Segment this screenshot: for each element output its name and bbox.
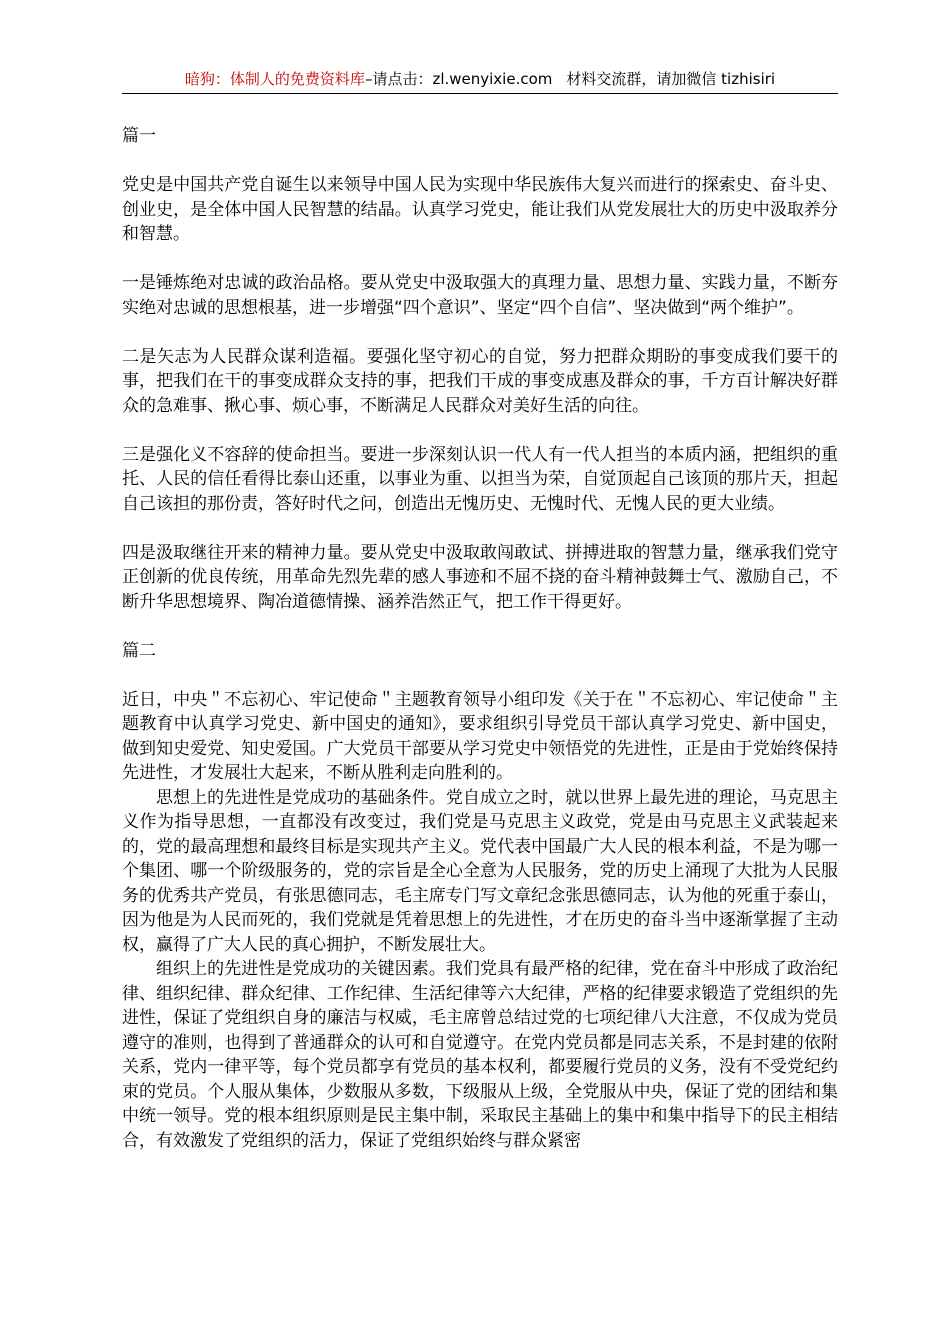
section2-intro: 近日，中央＂不忘初心、牢记使命＂主题教育领导小组印发《关于在＂不忘初心、牢记使命＂主题教育中认真学习党史、新中国史的通知》，要求组织引导党员干部认真学习党史、新中国史，做到知史爱党、知史爱国。广大党员干部要从学习党史中领悟党的先进性，正是由于党始终保持先进性，才发展壮大起来，不断从胜利走向胜利的。	[122, 689, 838, 783]
section2-paragraph-1: 思想上的先进性是党成功的基础条件。党自成立之时，就以世界上最先进的理论，马克思主义作为指导思想，一直都没有改变过，我们党是马克思主义政党，党是由马克思主义武装起来的，党的最高理想和最终目标是实现共产主义。党代表中国最广大人民的根本利益，不是为哪一个集团、哪一个阶级服务的，党的宗旨是全心全意为人民服务，党的历史上涌现了大批为人民服务的优秀共产党员，有张思德同志，毛主席专门写文章纪念张思德同志，认为他的死重于泰山，因为他是为人民而死的，我们党就是凭着思想上的先进性，才在历史的奋斗当中逐渐掌握了主动权，赢得了广大人民的真心拥护，不断发展壮大。	[122, 787, 838, 955]
wechat-text: 材料交流群，请加微信 tizhisiri	[566, 70, 776, 88]
section1-title: 篇一	[122, 126, 156, 146]
section1-point-1: 一是锤炼绝对忠诚的政治品格。要从党史中汲取强大的真理力量、思想力量、实践力量，不断夯实绝对忠诚的思想根基，进一步增强“四个意识”、坚定“四个自信”、坚决做到“两个维护”。	[122, 273, 838, 318]
header-divider	[122, 93, 838, 94]
section2-paragraph-2: 组织上的先进性是党成功的关键因素。我们党具有最严格的纪律，党在奋斗中形成了政治纪律、组织纪律、群众纪律、工作纪律、生活纪律等六大纪律，严格的纪律要求锻造了党组织的先进性，保证了党组织自身的廉洁与权威，毛主席曾总结过党的七项纪律八大注意，不仅成为党员遵守的准则，也得到了普通群众的认可和自觉遵守。在党内党员都是同志关系，不是封建的依附关系，党内一律平等，每个党员都享有党员的基本权利，都要履行党员的义务，没有不受党纪约束的党员。个人服从集体，少数服从多数，下级服从上级，全党服从中央，保证了党的团结和集中统一领导。党的根本组织原则是民主集中制，采取民主基础上的集中和集中指导下的民主相结合，有效激发了党组织的活力，保证了党组织始终与群众紧密	[122, 959, 838, 1151]
click-text: –请点击：	[364, 70, 433, 88]
page-header	[122, 68, 838, 90]
section2-title: 篇二	[122, 640, 156, 661]
site-url-link[interactable]: zl.wenyixie.com	[432, 70, 553, 88]
section1-point-4: 四是汲取继往开来的精神力量。要从党史中汲取敢闯敢试、拼搏进取的智慧力量，继承我们党守正创新的优良传统，用革命先烈先辈的感人事迹和不屈不挠的奋斗精神鼓舞士气、激励自己，不断升华思想境界、陶冶道德情操、涵养浩然正气，把工作干得更好。	[122, 542, 838, 612]
document-body	[122, 124, 838, 1153]
section1-intro: 党史是中国共产党自诞生以来领导中国人民为实现中华民族伟大复兴而进行的探索史、奋斗史、创业史，是全体中国人民智慧的结晶。认真学习党史，能让我们从党发展壮大的历史中汲取养分和智慧。	[122, 175, 838, 244]
site-label: 暗狗：体制人的免费资料库	[184, 70, 365, 88]
section1-point-2: 二是矢志为人民群众谋利造福。要强化坚守初心的自觉，努力把群众期盼的事变成我们要干的事，把我们在干的事变成群众支持的事，把我们干成的事变成惠及群众的事，千方百计解决好群众的急难事、揪心事、烦心事，不断满足人民群众对美好生活的向往。	[122, 346, 838, 416]
section1-point-3: 三是强化义不容辞的使命担当。要进一步深刻认识一代人有一代人担当的本质内涵，把组织的重托、人民的信任看得比泰山还重，以事业为重、以担当为荣，自觉顶起自己该顶的那片天，担起自己该担的那份责，答好时代之问，创造出无愧历史、无愧时代、无愧人民的更大业绩。	[122, 444, 838, 514]
